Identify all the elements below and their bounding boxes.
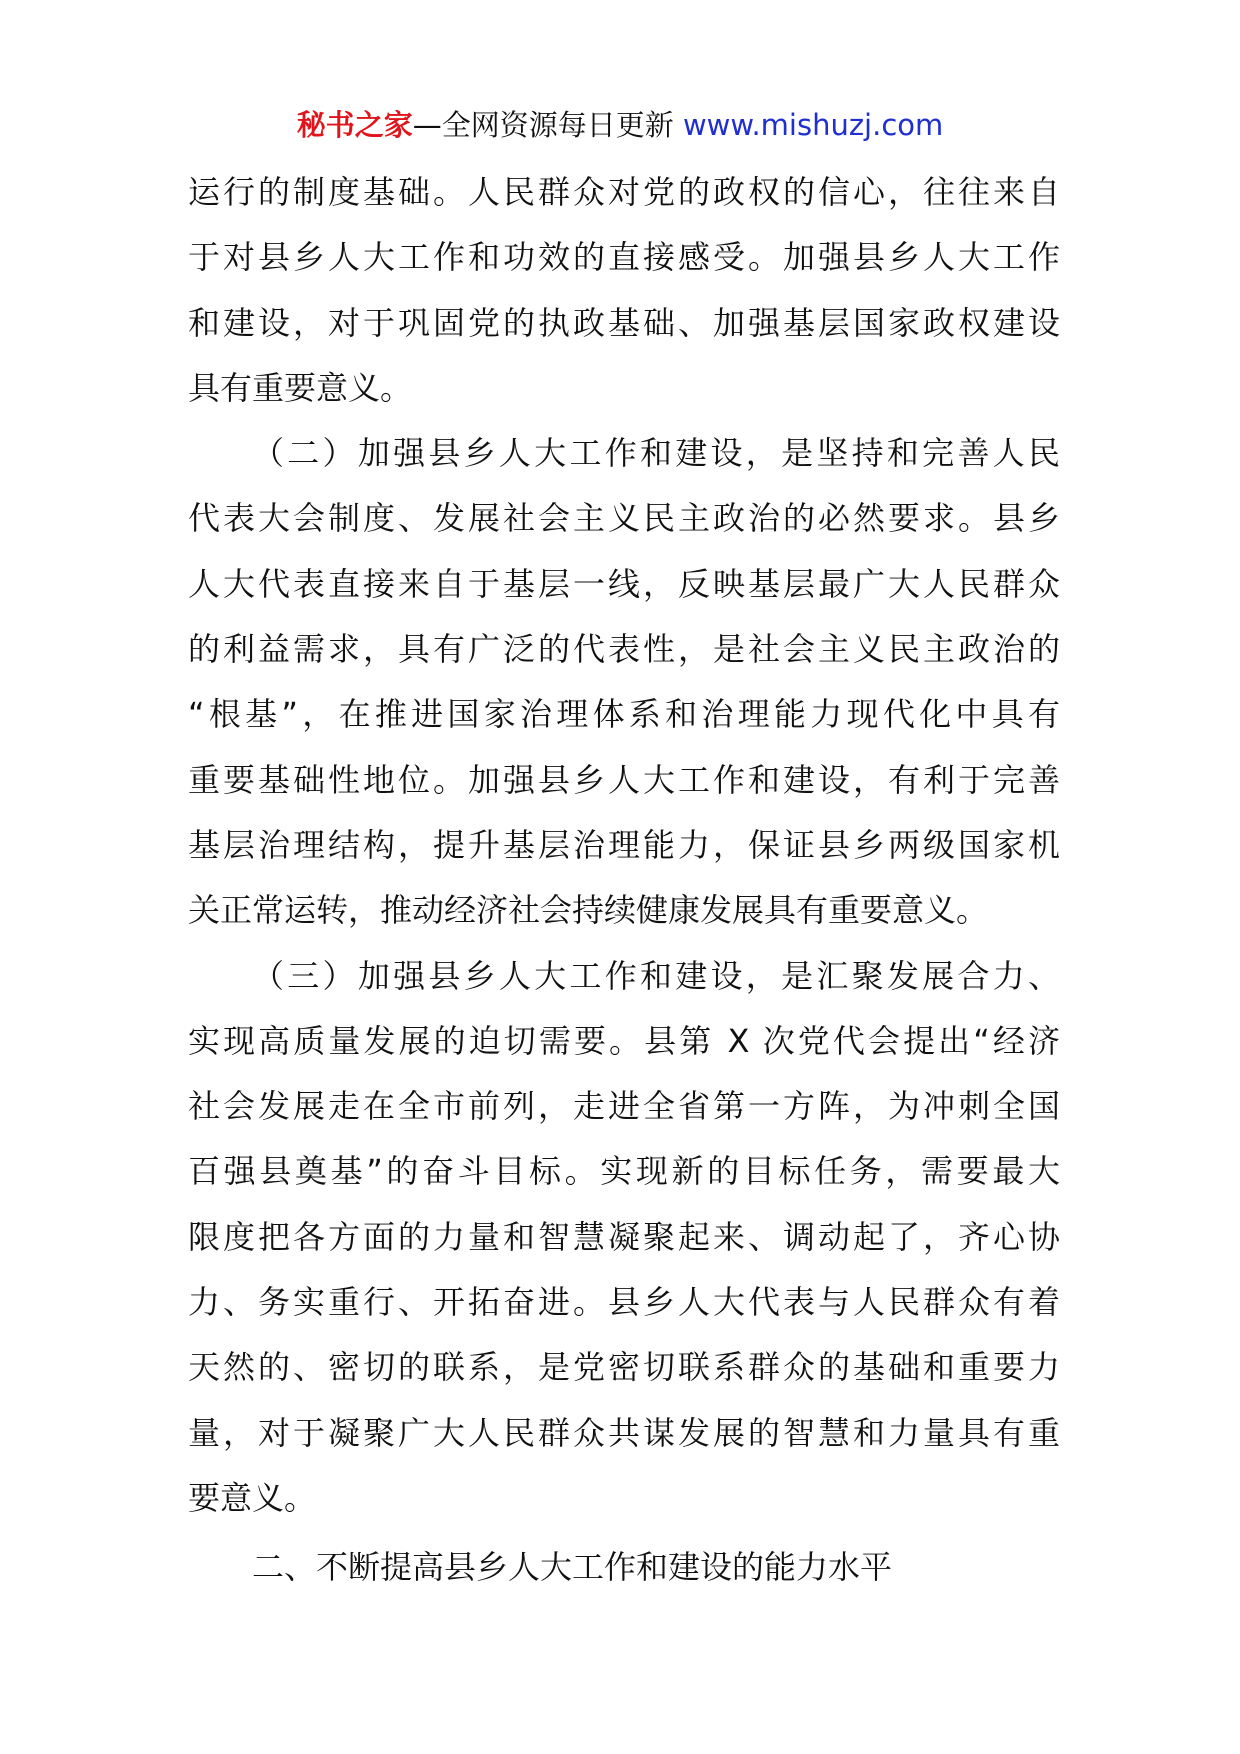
document-body xyxy=(188,160,1060,1531)
brand-name: 秘书之家 xyxy=(296,108,413,142)
text-line: 重要基础性地位。加强县乡人大工作和建设，有利于完善 xyxy=(188,760,1060,799)
text-line: 关正常运转，推动经济社会持续健康发展具有重要意义。 xyxy=(188,891,989,930)
text-line: 代表大会制度、发展社会主义民主政治的必然要求。县乡 xyxy=(188,499,1060,538)
text-line: 百强县奠基”的奋斗目标。实现新的目标任务，需要最大 xyxy=(188,1152,1060,1191)
page-header xyxy=(0,103,1240,147)
text-line: 力、务实重行、开拓奋进。县乡人大代表与人民群众有着 xyxy=(188,1283,1060,1322)
text-line: 的利益需求，具有广泛的代表性，是社会主义民主政治的 xyxy=(188,630,1060,669)
text-line: 限度把各方面的力量和智慧凝聚起来、调动起了，齐心协 xyxy=(188,1217,1060,1256)
section-heading: 二、不断提高县乡人大工作和建设的能力水平 xyxy=(252,1548,893,1586)
paragraph-start-line: （二）加强县乡人大工作和建设，是坚持和完善人民 xyxy=(252,434,1060,473)
text-line: 社会发展走在全市前列，走进全省第一方阵，为冲刺全国 xyxy=(188,1087,1060,1126)
text-line: 量，对于凝聚广大人民群众共谋发展的智慧和力量具有重 xyxy=(188,1413,1060,1452)
text-line: “根基”，在推进国家治理体系和治理能力现代化中具有 xyxy=(188,695,1060,734)
text-line: 天然的、密切的联系，是党密切联系群众的基础和重要力 xyxy=(188,1348,1060,1387)
website-link[interactable]: www.mishuzj.com xyxy=(682,108,944,142)
text-line: 具有重要意义。 xyxy=(188,368,413,407)
text-line: 和建设，对于巩固党的执政基础、加强基层国家政权建设 xyxy=(188,303,1060,342)
paragraph-start-line: （三）加强县乡人大工作和建设，是汇聚发展合力、 xyxy=(252,956,1060,995)
text-line: 要意义。 xyxy=(188,1478,317,1517)
text-line: 实现高质量发展的迫切需要。县第 X 次党代会提出“经济 xyxy=(188,1021,1060,1060)
text-line: 基层治理结构，提升基层治理能力，保证县乡两级国家机 xyxy=(188,825,1060,864)
header-slogan: —全网资源每日更新 xyxy=(412,108,683,142)
text-line: 人大代表直接来自于基层一线，反映基层最广大人民群众 xyxy=(188,564,1060,603)
text-line: 于对县乡人大工作和功效的直接感受。加强县乡人大工作 xyxy=(188,238,1060,277)
text-line: 运行的制度基础。人民群众对党的政权的信心，往往来自 xyxy=(188,173,1060,211)
